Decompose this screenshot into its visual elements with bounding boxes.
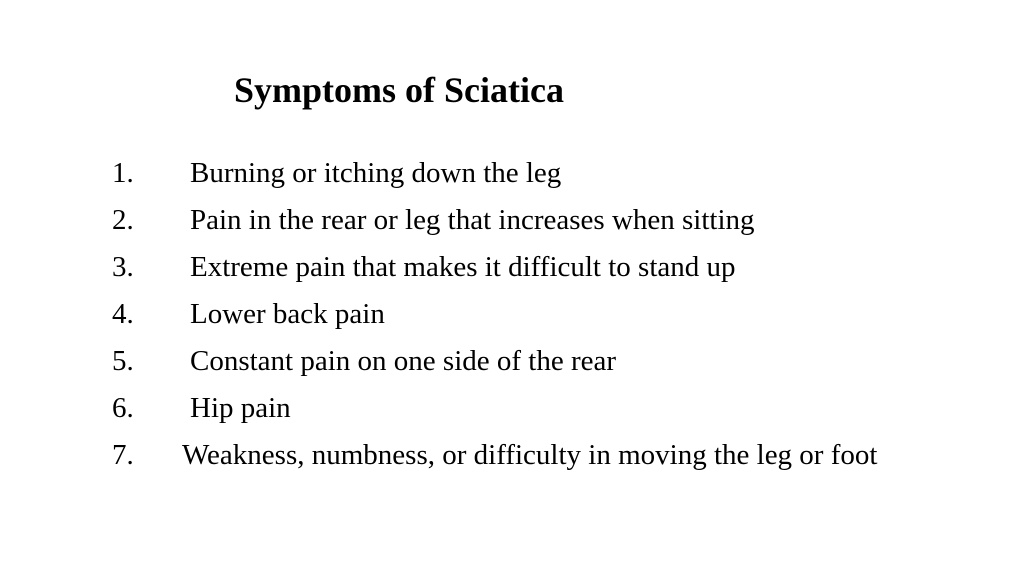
item-text: Pain in the rear or leg that increases when sitting (190, 204, 755, 236)
item-number: 3. (112, 251, 134, 283)
item-number: 4. (112, 298, 134, 330)
item-text: Lower back pain (190, 298, 385, 330)
item-number: 5. (112, 345, 134, 377)
item-text: Hip pain (190, 392, 291, 424)
item-text: Weakness, numbness, or difficulty in moving the leg or foot (182, 439, 878, 471)
item-number: 1. (112, 157, 134, 189)
item-number: 2. (112, 204, 134, 236)
item-number: 7. (112, 439, 134, 471)
slide-title: Symptoms of Sciatica (234, 70, 564, 110)
item-number: 6. (112, 392, 134, 424)
item-text: Burning or itching down the leg (190, 157, 562, 189)
item-text: Extreme pain that makes it difficult to stand up (190, 251, 736, 283)
item-text: Constant pain on one side of the rear (190, 345, 617, 377)
